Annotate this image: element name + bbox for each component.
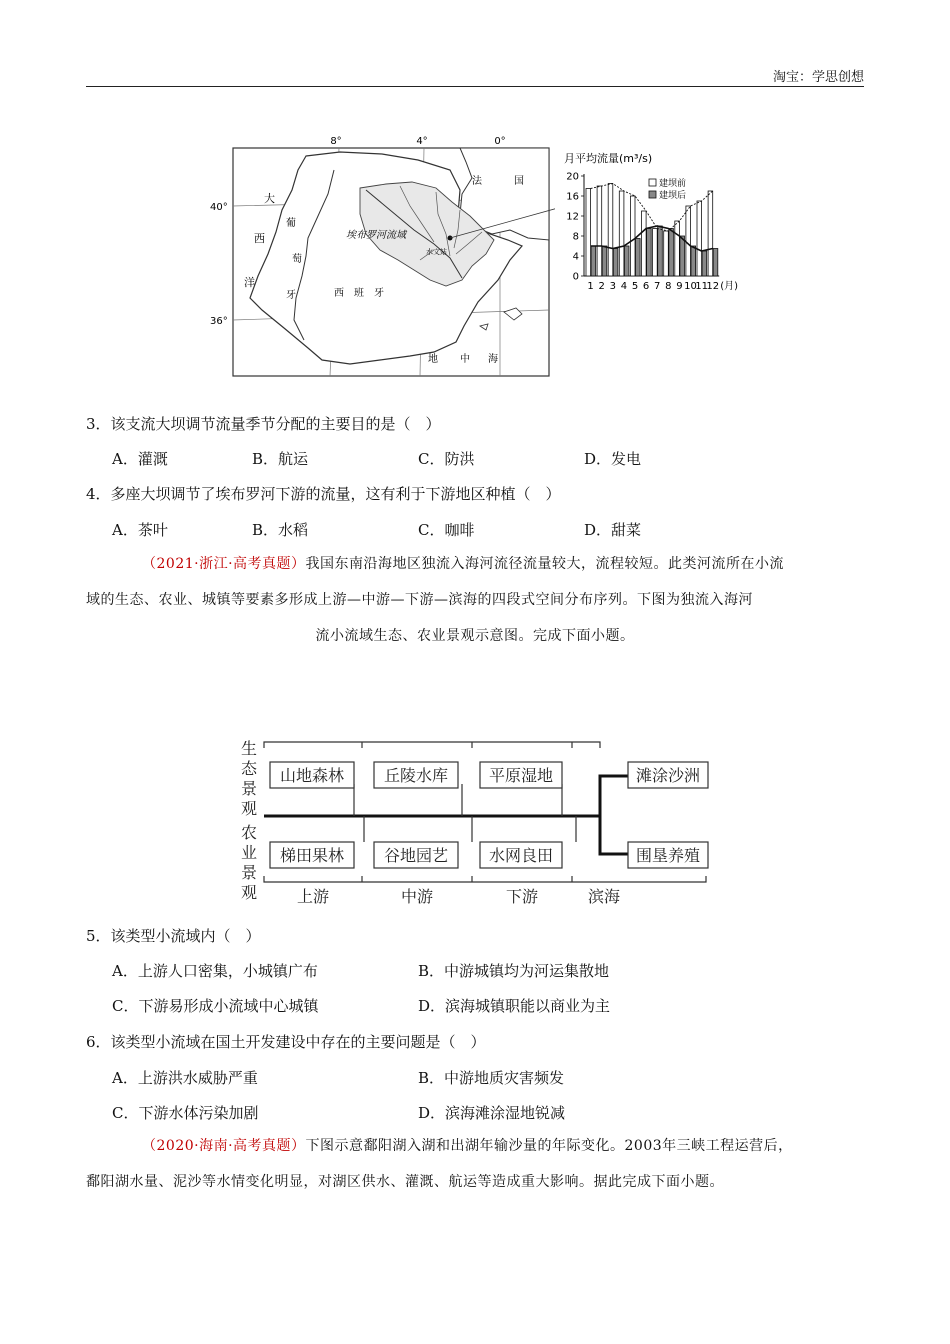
chart-title: 月平均流量(m³/s) [564, 152, 653, 165]
box-tidal-flat: 滩涂沙洲 [635, 766, 701, 785]
monthly-flow-chart [558, 148, 758, 296]
question-3-stem: 3．该支流大坝调节流量季节分配的主要目的是（ ） [86, 415, 441, 433]
q3-option-b[interactable]: B．航运 [252, 450, 309, 468]
bar-before-dam [708, 191, 713, 276]
bar-after-dam [680, 236, 685, 276]
x-tick-label: 2 [598, 281, 605, 292]
france-label-1: 法 [472, 176, 482, 187]
med-label-2: 中 [460, 354, 470, 365]
bar-before-dam [675, 221, 680, 276]
source-2020: （2020·海南·高考真题） [142, 1138, 306, 1154]
bar-before-dam [608, 184, 613, 277]
atlantic-label-2: 西 [254, 232, 265, 245]
q3-option-c[interactable]: C．防洪 [418, 450, 475, 468]
segment-downstream: 下游 [505, 887, 539, 906]
ebro-basin-map [210, 130, 555, 380]
spain-label: 西 班 牙 [334, 288, 384, 299]
q3-option-d[interactable]: D．发电 [584, 450, 642, 468]
eco-label-2: 态 [241, 759, 258, 778]
q5-option-c[interactable]: C．下游易形成小流域中心城镇 [112, 997, 319, 1015]
intro-2021-line2: 域的生态、农业、城镇等要素多形成上游—中游—下游—滨海的四段式空间分布序列。下图为独流入海河 [86, 592, 753, 608]
x-tick-label: 12 [706, 281, 720, 292]
bar-before-dam [697, 201, 702, 276]
q5-option-a[interactable]: A．上游人口密集，小城镇广布 [112, 962, 318, 980]
q4-option-c[interactable]: C．咖啡 [418, 521, 475, 539]
x-unit-label: (月) [720, 281, 739, 292]
y-tick-label: 20 [566, 171, 579, 183]
q5-option-b[interactable]: B．中游城镇均为河运集散地 [418, 962, 610, 980]
agri-label-1: 农 [241, 823, 258, 842]
bar-before-dam [686, 206, 691, 276]
agri-label-4: 观 [241, 883, 258, 902]
x-tick-label: 4 [620, 281, 628, 292]
intro-2020-line2: 鄱阳湖水量、泥沙等水情变化明显，对湖区供水、灌溉、航运等造成重大影响。据此完成下面小题。 [86, 1174, 724, 1190]
intro-2021 [86, 546, 864, 654]
portugal-label-1: 葡 [286, 218, 296, 229]
portugal-label-2: 萄 [292, 254, 302, 265]
bar-before-dam [586, 189, 591, 277]
q6-option-d[interactable]: D．滨海滩涂湿地锐减 [418, 1104, 566, 1122]
x-tick-label: 3 [609, 281, 616, 292]
segment-coastal: 滨海 [587, 887, 621, 906]
atlantic-label-1: 大 [264, 192, 275, 205]
bar-before-dam [664, 231, 669, 276]
y-tick-label: 12 [566, 211, 579, 223]
x-tick-label: 11 [695, 281, 708, 292]
box-reclamation-aquaculture: 围垦养殖 [635, 846, 701, 865]
intro-2021-line1: 我国东南沿海地区独流入海河流径流量较大，流程较短。此类河流所在小流 [305, 556, 785, 572]
intro-2021-line3: 流小流域生态、农业景观示意图。完成下面小题。 [315, 628, 635, 644]
bar-before-dam [642, 211, 647, 276]
y-tick-label: 16 [566, 191, 579, 203]
bar-after-dam [658, 226, 663, 276]
bar-before-dam [653, 229, 658, 277]
bar-after-dam [613, 249, 618, 277]
segment-midstream: 中游 [400, 887, 434, 906]
x-tick-label: 5 [631, 281, 639, 292]
q6-option-c[interactable]: C．下游水体污染加剧 [112, 1104, 259, 1122]
bar-after-dam [702, 251, 707, 276]
box-mountain-forest: 山地森林 [279, 766, 345, 785]
header-text: 淘宝：学思创想 [772, 70, 864, 85]
question-6-stem: 6．该类型小流域在国土开发建设中存在的主要问题是（ ） [86, 1033, 486, 1051]
bar-after-dam [669, 229, 674, 277]
y-tick-label: 4 [572, 251, 579, 263]
lon-8-label: 8° [330, 136, 342, 147]
bar-before-dam [630, 196, 635, 276]
france-label-2: 国 [514, 176, 524, 187]
bar-after-dam [713, 249, 718, 277]
intro-2020 [86, 1128, 864, 1200]
agri-label-3: 景 [241, 863, 258, 882]
bar-after-dam [691, 246, 696, 276]
bar-after-dam [624, 246, 629, 276]
x-tick-label: 8 [665, 281, 672, 292]
med-label-1: 地 [428, 354, 438, 365]
lat-36-label: 36° [210, 316, 228, 327]
y-tick-label: 8 [572, 231, 579, 243]
q4-option-b[interactable]: B．水稻 [252, 521, 309, 539]
intro-2020-line1: 下图示意鄱阳湖入湖和出湖年输沙量的年际变化。2003年三峡工程运营后， [305, 1138, 793, 1154]
lat-40-label: 40° [210, 202, 228, 213]
q5-option-d[interactable]: D．滨海城镇职能以商业为主 [418, 997, 611, 1015]
box-water-farmland: 水网良田 [488, 846, 554, 865]
page-header [86, 62, 864, 87]
source-2021: （2021·浙江·高考真题） [142, 556, 306, 572]
bar-after-dam [602, 246, 607, 276]
lon-4-label: 4° [416, 136, 428, 147]
bar-before-dam [619, 191, 624, 276]
q3-option-a[interactable]: A．灌溉 [112, 450, 168, 468]
box-valley-horticulture: 谷地园艺 [383, 846, 449, 865]
landscape-diagram [236, 736, 716, 908]
bar-before-dam [597, 186, 602, 276]
segment-upstream: 上游 [296, 887, 330, 906]
eco-label-3: 景 [241, 779, 258, 798]
q4-option-d[interactable]: D．甜菜 [584, 521, 642, 539]
q4-option-a[interactable]: A．茶叶 [112, 521, 168, 539]
atlantic-label-3: 洋 [244, 276, 255, 289]
box-hill-reservoir: 丘陵水库 [383, 766, 449, 785]
x-tick-label: 9 [676, 281, 683, 292]
question-4-stem: 4．多座大坝调节了埃布罗河下游的流量，这有利于下游地区种植（ ） [86, 485, 561, 503]
x-tick-label: 10 [684, 281, 697, 292]
x-tick-label: 7 [654, 281, 661, 292]
y-tick-label: 0 [572, 271, 579, 283]
legend-before-label: 建坝前 [659, 179, 687, 189]
station-label: 水文站 [426, 248, 447, 256]
legend-after-label: 建坝后 [659, 191, 687, 201]
eco-label-1: 生 [241, 739, 258, 758]
bar-after-dam [636, 239, 641, 277]
portugal-label-3: 牙 [286, 290, 296, 301]
box-plain-wetland: 平原湿地 [488, 766, 554, 785]
q6-option-a[interactable]: A．上游洪水威胁严重 [112, 1069, 258, 1087]
x-tick-label: 1 [587, 281, 594, 292]
ebro-basin-label: 埃布罗河流域 [346, 230, 406, 241]
bar-after-dam [591, 246, 596, 276]
box-terrace-orchard: 梯田果林 [279, 846, 345, 865]
bar-after-dam [647, 229, 652, 277]
question-5-stem: 5．该类型小流域内（ ） [86, 927, 261, 945]
x-tick-label: 6 [642, 281, 650, 292]
eco-label-4: 观 [241, 799, 258, 818]
med-label-3: 海 [488, 354, 498, 365]
agri-label-2: 业 [241, 843, 258, 862]
legend-before-swatch [649, 179, 656, 186]
q6-option-b[interactable]: B．中游地质灾害频发 [418, 1069, 565, 1087]
lon-0-label: 0° [494, 136, 506, 147]
legend-after-swatch [649, 191, 656, 198]
